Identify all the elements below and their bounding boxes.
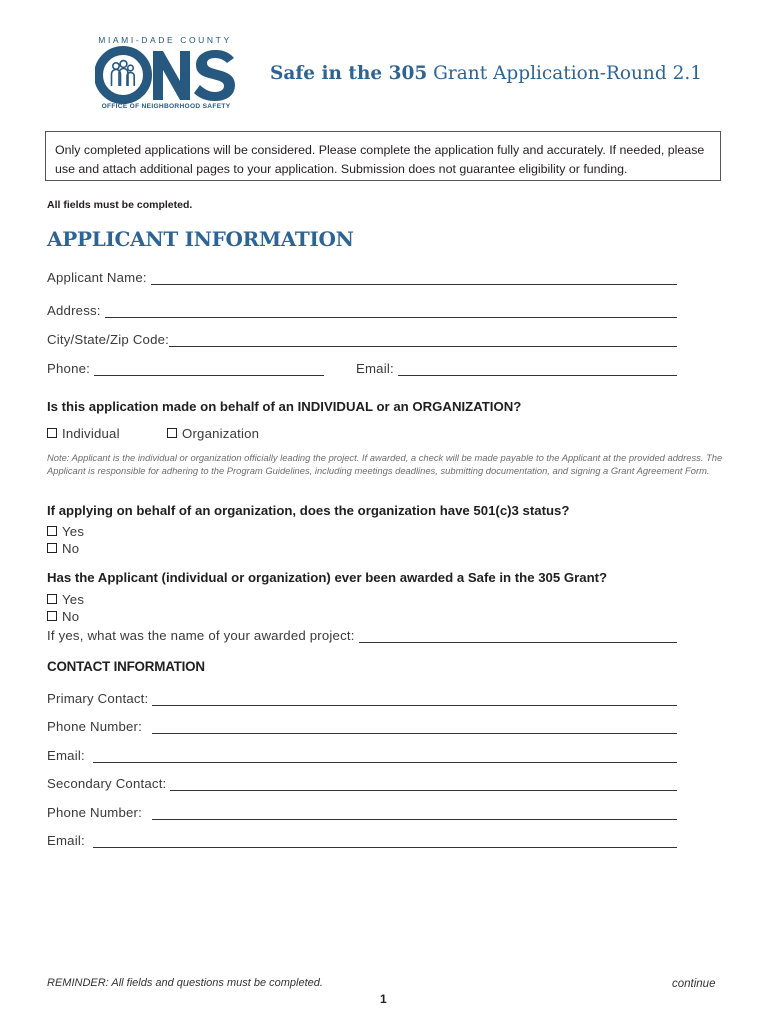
city-state-zip-field[interactable]: City/State/Zip Code: [47, 329, 677, 347]
checkbox-icon[interactable] [47, 543, 57, 553]
secondary-phone-line[interactable] [152, 806, 677, 820]
awarded-project-name-field[interactable]: If yes, what was the name of your awarded project: [47, 625, 677, 643]
checkbox-icon[interactable] [167, 428, 177, 438]
applicant-note: Note: Applicant is the individual or organization officially leading the project. If awarded, a check will be made payable to the Applicant at the provided address. The Applicant is responsible for adhering to the Program Guidelines, including meetings deadlines, submitting documentation, and signing a Grant Agreement Form. [47, 452, 723, 476]
email-field[interactable]: Email: [356, 358, 677, 376]
checkbox-icon[interactable] [47, 526, 57, 536]
footer-reminder: REMINDER: All fields and questions must be completed. [47, 977, 323, 989]
awarded-question: Has the Applicant (individual or organization) ever been awarded a Safe in the 305 Grant? [47, 570, 608, 585]
primary-contact-line[interactable] [152, 692, 677, 706]
logo-county-text: MIAMI-DADE COUNTY [98, 35, 232, 45]
primary-phone-field[interactable]: Phone Number: [47, 716, 677, 734]
501c3-no-checkbox[interactable]: No [47, 541, 79, 556]
email-line[interactable] [398, 362, 677, 376]
awarded-yes-checkbox[interactable]: Yes [47, 592, 84, 607]
501c3-question: If applying on behalf of an organization, does the organization have 501(c)3 status? [47, 503, 570, 518]
secondary-email-field[interactable]: Email: [47, 830, 677, 848]
organization-checkbox[interactable]: Organization [167, 426, 259, 441]
primary-email-line[interactable] [93, 749, 677, 763]
contact-section-heading: CONTACT INFORMATION [47, 659, 205, 674]
primary-contact-field[interactable]: Primary Contact: [47, 688, 677, 706]
501c3-yes-checkbox[interactable]: Yes [47, 524, 84, 539]
page-number: 1 [380, 992, 387, 1006]
phone-field[interactable]: Phone: [47, 358, 324, 376]
family-icon [112, 61, 135, 86]
checkbox-icon[interactable] [47, 611, 57, 621]
secondary-phone-field[interactable]: Phone Number: [47, 802, 677, 820]
primary-phone-line[interactable] [152, 720, 677, 734]
individual-checkbox[interactable]: Individual [47, 426, 120, 441]
awarded-no-checkbox[interactable]: No [47, 609, 79, 624]
checkbox-icon[interactable] [47, 428, 57, 438]
address-line[interactable] [105, 304, 677, 318]
logo-office-text: OFFICE OF NEIGHBORHOOD SAFETY [101, 103, 231, 110]
address-field[interactable]: Address: [47, 300, 677, 318]
notice-box: Only completed applications will be considered. Please complete the application fully and accurately. If needed, please use and attach additional pages to your application. Submission does not guarantee eligibility or funding. [45, 131, 721, 181]
applicant-section-heading: APPLICANT INFORMATION [47, 227, 354, 251]
individual-or-organization-question: Is this application made on behalf of an INDIVIDUAL or an ORGANIZATION? [47, 399, 522, 414]
applicant-name-line[interactable] [151, 271, 677, 285]
secondary-contact-line[interactable] [170, 777, 677, 791]
secondary-email-line[interactable] [93, 834, 677, 848]
phone-line[interactable] [94, 362, 324, 376]
applicant-name-field[interactable]: Applicant Name: [47, 267, 677, 285]
checkbox-icon[interactable] [47, 594, 57, 604]
awarded-project-name-line[interactable] [359, 629, 677, 643]
ons-logo [95, 46, 239, 104]
document-title: Safe in the 305 Grant Application-Round 2.1 [270, 63, 702, 84]
primary-email-field[interactable]: Email: [47, 745, 677, 763]
secondary-contact-field[interactable]: Secondary Contact: [47, 773, 677, 791]
city-state-zip-line[interactable] [169, 333, 677, 347]
footer-continue: continue [672, 978, 716, 990]
all-fields-note: All fields must be completed. [47, 199, 193, 211]
